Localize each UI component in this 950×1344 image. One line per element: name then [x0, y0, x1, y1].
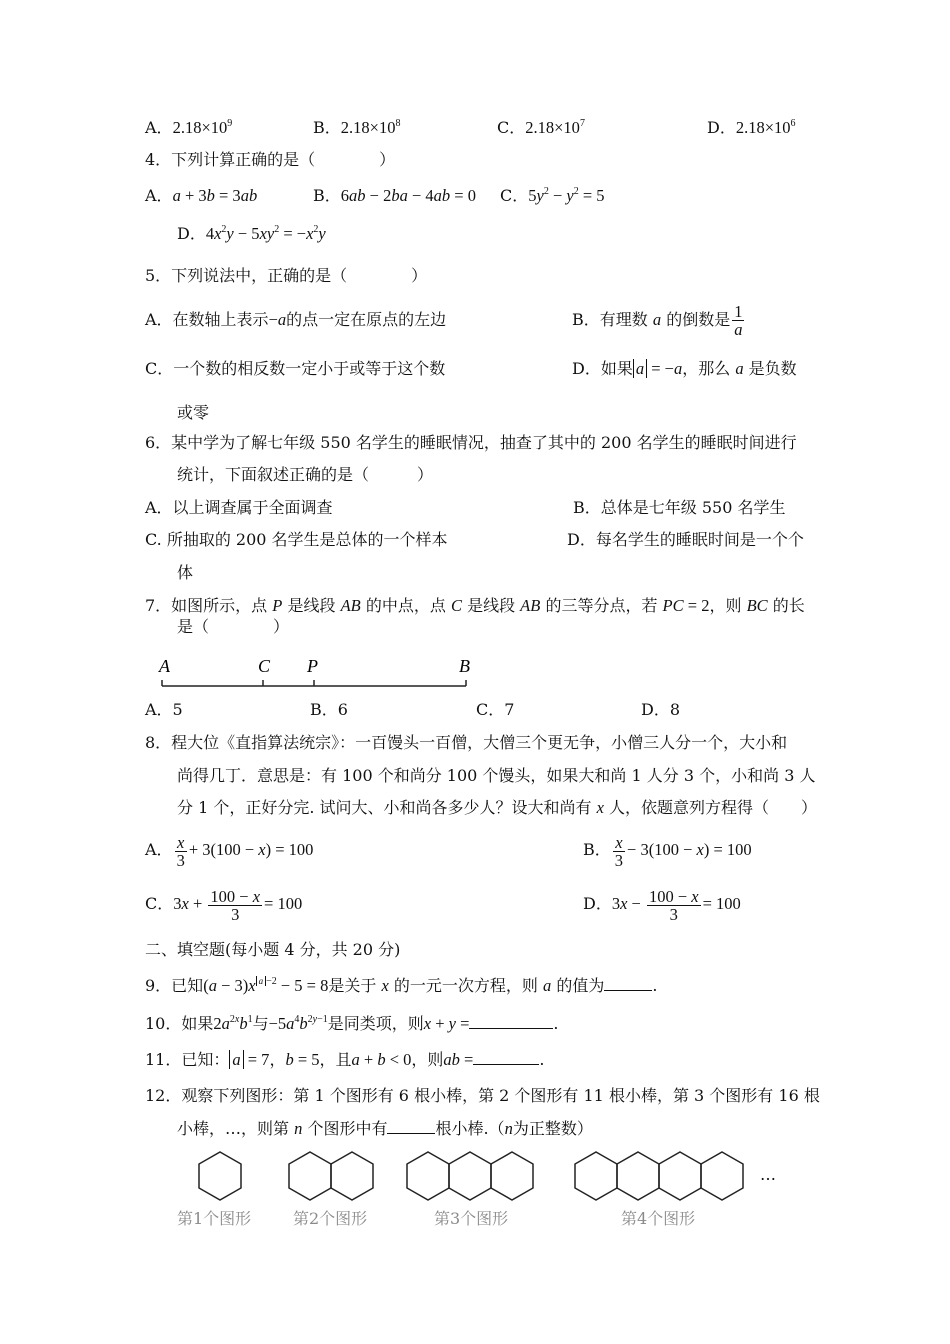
q12-answer-blank[interactable]	[387, 1119, 435, 1134]
q8-option-b: B． $\frac{x}{3}$ − 3(100 − x) = 100	[583, 832, 752, 870]
caption-figure-4: 第4个图形	[621, 1209, 696, 1228]
q6-stem-line2: 统计，下面叙述正确的是（ ）	[177, 465, 434, 484]
q12-line2: 小棒，…，则第 n 个图形中有 根小棒.（n为正整数）	[177, 1119, 593, 1138]
q5-option-d-continued: 或零	[177, 403, 210, 422]
pattern-ellipsis: …	[760, 1165, 776, 1184]
q8-option-d: D．3x − $\frac{100 - x}{3}$ = 100	[583, 886, 741, 924]
caption-figure-2: 第2个图形	[293, 1209, 368, 1228]
figure-1-hexagons	[199, 1152, 241, 1200]
q8-line2: 尚得几丁．意思是：有 100 个和尚分 100 个馒头，如果大和尚 1 人分 3 个，小和尚 3 人	[177, 766, 816, 785]
q4-option-a: A．a + 3b = 3ab	[145, 186, 258, 205]
q9: 9．已知(a − 3)x $^{a -2}$ − 5 = 8是关于 x 的一元一次方程，则 a 的值为 .	[145, 976, 658, 995]
q6-option-b: B．总体是七年级 550 名学生	[573, 498, 786, 517]
q3-option-c: $2.18\times 10^7$	[525, 118, 585, 137]
q4-option-d: D．$4x^2y - 5xy^2 = -x^2y$	[177, 224, 326, 243]
q5-option-c: C．一个数的相反数一定小于或等于这个数	[145, 359, 446, 378]
q9-answer-blank[interactable]	[604, 976, 652, 991]
figure-2-hexagons	[289, 1152, 373, 1200]
q3-option-d-line: D．$2.18\times 10^6$	[707, 118, 796, 137]
point-label-a: A	[159, 656, 170, 676]
q8-line1: 8．程大位《直指算法统宗》：一百馒头一百僧，大僧三个更无争，小僧三人分一个，大小和	[145, 733, 788, 752]
q7-option-a: A．5	[145, 700, 183, 719]
q6-stem-line1: 6．某中学为了解七年级 550 名学生的睡眠情况，抽查了其中的 200 名学生的睡眠时间进行	[145, 433, 797, 452]
q6-option-d: D．每名学生的睡眠时间是一个个	[567, 530, 804, 549]
q10-answer-blank[interactable]	[469, 1014, 553, 1029]
caption-figure-1: 第1个图形	[177, 1209, 252, 1228]
q11-answer-blank[interactable]	[473, 1050, 539, 1065]
q7-option-b: B．6	[310, 700, 348, 719]
figure-4-hexagons	[575, 1152, 743, 1200]
q7-stem-line2: 是（ ）	[177, 617, 290, 636]
q5-option-b: B．有理数 a 的倒数是 $\frac{1}{a}$	[572, 302, 743, 339]
q5-option-a: A．在数轴上表示−a的点一定在原点的左边	[145, 310, 447, 329]
q3-option-a: $2.18\times 10^9$	[172, 118, 233, 137]
q4-option-b: B．6ab − 2ba − 4ab = 0	[313, 186, 476, 205]
segment-figure	[150, 650, 480, 695]
caption-figure-3: 第3个图形	[434, 1209, 509, 1228]
q4-option-c: C．$5y^2 - y^2 = 5$	[500, 186, 605, 205]
q7-option-c: C．7	[476, 700, 515, 719]
q10: 10．如果$2a^{2x}b^1$与$-5a^4b^{2y-1}$是同类项，则x + y = .	[145, 1014, 559, 1033]
figure-3-hexagons	[407, 1152, 533, 1200]
q6-option-d-continued: 体	[177, 563, 194, 582]
point-label-p: P	[307, 656, 318, 676]
one-over-a-fraction: $\frac{1}{a}$	[734, 302, 743, 339]
q3-options: A．$2.18\times 10^9$	[145, 118, 233, 137]
q8-line3: 分 1 个，正好分完. 试问大、小和尚各多少人？设大和尚有 x 人，依题意列方程得（ ）	[177, 798, 818, 817]
q8-option-c: C．3x + $\frac{100 - x}{3}$ = 100	[145, 886, 303, 924]
q7-option-d: D．8	[641, 700, 681, 719]
section-2-heading: 二、填空题(每小题 4 分，共 20 分)	[145, 940, 401, 959]
q7-stem-line1: 7．如图所示，点 P 是线段 AB 的中点，点 C 是线段 AB 的三等分点，若 PC = 2，则 BC 的长	[145, 596, 805, 615]
q6-option-a: A．以上调查属于全面调查	[145, 498, 333, 517]
q3-option-b: $2.18\times 10^8$	[340, 118, 401, 137]
q8-option-a: A． $\frac{x}{3}$ + 3(100 − x) = 100	[145, 832, 314, 870]
q5-stem: 5．下列说法中，正确的是（ ）	[145, 266, 428, 285]
q4-stem: 4．下列计算正确的是（ ）	[145, 150, 396, 169]
point-label-c: C	[258, 656, 271, 676]
point-label-b: B	[459, 656, 470, 676]
q11: 11．已知： a = 7，b = 5，且a + b < 0，则ab = .	[145, 1050, 545, 1069]
q3-option-b-line: B．$2.18\times 10^8$	[313, 118, 401, 137]
q6-option-c: C. 所抽取的 200 名学生是总体的一个样本	[145, 530, 448, 549]
q12-line1: 12．观察下列图形：第 1 个图形有 6 根小棒，第 2 个图形有 11 根小棒，第 3 个图形有 16 根	[145, 1086, 820, 1105]
q5-option-d: D．如果 a = −a，那么 a 是负数	[572, 359, 797, 378]
hexagon-pattern-figure	[0, 1140, 950, 1210]
q3-option-c-line: C．$2.18\times 10^7$	[497, 118, 585, 137]
q3-option-d: $2.18\times 10^6$	[735, 118, 796, 137]
